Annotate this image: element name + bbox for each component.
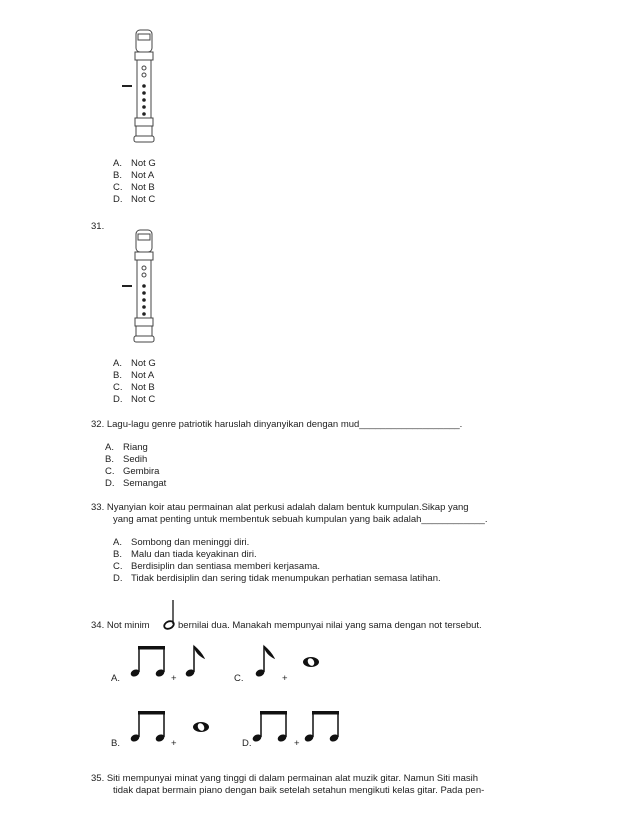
option-c[interactable]: C. Gembira — [105, 466, 160, 477]
option-d[interactable]: D. Tidak berdisiplin dan sering tidak menumpukan perhatian semasa latihan. — [113, 573, 441, 584]
question-33-line2: yang amat penting untuk membentuk sebuah kumpulan yang baik adalah____________. — [113, 514, 488, 525]
question-34-part1: 34. Not minim — [91, 620, 150, 631]
option-b[interactable]: B. Not A — [113, 170, 155, 181]
option-c[interactable]: C. Not B — [113, 382, 155, 393]
beamed-quavers-icon — [130, 707, 170, 747]
option-b-letter[interactable]: B. — [111, 738, 120, 749]
recorder-illustration — [118, 28, 178, 168]
question-35-line1: 35. Siti mempunyai minat yang tinggi di dalam permainan alat muzik gitar. Namun Siti masih — [91, 773, 479, 784]
question-32-text: 32. Lagu-lagu genre patriotik haruslah dinyanyikan dengan mud___________________. — [91, 419, 463, 430]
option-c-plus: + — [282, 673, 288, 684]
beamed-quavers-icon — [252, 707, 292, 747]
question-34-part2: bernilai dua. Manakah mempunyai nilai yang sama dengan not tersebut. — [178, 620, 482, 631]
option-d-letter[interactable]: D. — [242, 738, 252, 749]
option-a[interactable]: A. Riang — [105, 442, 148, 453]
option-a[interactable]: A. Not G — [113, 358, 156, 369]
option-b-plus: + — [171, 738, 177, 749]
option-a[interactable]: A. Sombong dan meninggi diri. — [113, 537, 250, 548]
option-b[interactable]: B. Malu dan tiada keyakinan diri. — [113, 549, 257, 560]
option-b[interactable]: B. Not A — [113, 370, 155, 381]
option-c-letter[interactable]: C. — [234, 673, 244, 684]
option-a[interactable]: A. Not G — [113, 158, 156, 169]
beamed-quavers-icon — [304, 707, 344, 747]
question-33-line1: 33. Nyanyian koir atau permainan alat perkusi adalah dalam bentuk kumpulan.Sikap yang — [91, 502, 469, 513]
minim-note-icon — [161, 598, 177, 632]
question-31-number: 31. — [91, 221, 105, 232]
option-c[interactable]: C. Not B — [113, 182, 155, 193]
semibreve-note-icon — [301, 655, 321, 669]
recorder-illustration — [118, 228, 178, 368]
beamed-quavers-icon — [130, 642, 170, 682]
option-d-plus: + — [294, 738, 300, 749]
option-d[interactable]: D. Not C — [113, 394, 156, 405]
option-b[interactable]: B. Sedih — [105, 454, 148, 465]
question-35-line2: tidak dapat bermain piano dengan baik setelah setahun mengikuti kelas gitar. Pada pen- — [113, 785, 485, 796]
option-a-plus: + — [171, 673, 177, 684]
semibreve-note-icon — [191, 720, 211, 734]
option-a-letter[interactable]: A. — [111, 673, 120, 684]
option-d[interactable]: D. Not C — [113, 194, 156, 205]
quaver-note-icon — [184, 642, 208, 682]
option-d[interactable]: D. Semangat — [105, 478, 167, 489]
quaver-note-icon — [254, 642, 278, 682]
option-c[interactable]: C. Berdisiplin dan sentiasa memberi kerjasama. — [113, 561, 321, 572]
